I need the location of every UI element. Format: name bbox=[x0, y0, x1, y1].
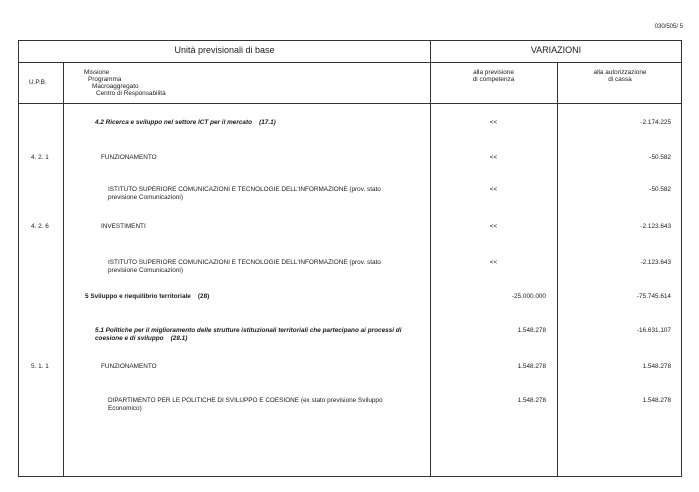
row-description: ISTITUTO SUPERIORE COMUNICAZIONI E TECNOLOGIE DELL'INFORMAZIONE (prov. stato previsione Comunicazioni) bbox=[108, 259, 381, 274]
row-cassa: -50.582 bbox=[649, 186, 671, 193]
row-competenza: 1.548.278 bbox=[517, 327, 546, 334]
row-competenza: << bbox=[489, 186, 498, 193]
header-macroaggregato: Macroaggregato bbox=[92, 83, 139, 90]
row-competenza: << bbox=[489, 119, 498, 126]
header-cassa-line1: alla autorizzazione bbox=[593, 69, 647, 76]
row-competenza: << bbox=[489, 259, 498, 266]
header-divider-top bbox=[19, 62, 681, 63]
header-competenza-line1: alla previsione bbox=[473, 69, 514, 76]
page-number: 030/505/ 5 bbox=[654, 24, 683, 30]
row-description: 5 Sviluppo e riequilibrio territoriale (28) bbox=[85, 293, 210, 300]
row-cassa: -50.582 bbox=[649, 154, 671, 161]
row-cassa: 1.548.278 bbox=[642, 397, 671, 404]
row-upb: 5. 1. 1 bbox=[31, 363, 49, 370]
header-missione: Missione bbox=[84, 69, 110, 76]
row-description: 5.1 Politiche per il miglioramento delle strutture istituzionali territoriali che partecipano ai processi di coesione e di sviluppo (28.1) bbox=[95, 327, 404, 342]
row-competenza: << bbox=[489, 223, 498, 230]
row-cassa: 1.548.278 bbox=[642, 363, 671, 370]
row-description: INVESTIMENTI bbox=[101, 223, 146, 230]
header-programma: Programma bbox=[88, 76, 122, 83]
header-cassa-line2: di cassa bbox=[608, 76, 632, 83]
row-upb: 4. 2. 1 bbox=[31, 154, 49, 161]
row-description: ISTITUTO SUPERIORE COMUNICAZIONI E TECNOLOGIE DELL'INFORMAZIONE (prov. stato previsione Comunicazioni) bbox=[108, 186, 381, 201]
row-cassa: -2.123.643 bbox=[640, 223, 671, 230]
row-cassa: -2.174.225 bbox=[640, 119, 671, 126]
header-upb-label: U.P.B. bbox=[29, 79, 47, 86]
col-divider-upb bbox=[63, 62, 64, 476]
row-description: FUNZIONAMENTO bbox=[101, 363, 157, 370]
row-cassa: -75.745.614 bbox=[636, 293, 671, 300]
row-description: DIPARTIMENTO PER LE POLITICHE DI SVILUPPO E COESIONE (ex stato previsione Sviluppo Economico) bbox=[108, 397, 383, 412]
row-competenza: 1.548.278 bbox=[517, 363, 546, 370]
header-right-title: VARIAZIONI bbox=[530, 45, 582, 55]
row-cassa: -16.631.107 bbox=[636, 327, 671, 334]
row-upb: 4. 2. 6 bbox=[31, 223, 49, 230]
header-left-title: Unità previsionali di base bbox=[174, 45, 275, 55]
header-centro-responsabilita: Centro di Responsabilità bbox=[96, 90, 166, 97]
row-competenza: -25.000.000 bbox=[511, 293, 546, 300]
row-cassa: -2.123.643 bbox=[640, 259, 671, 266]
header-competenza-line2: di competenza bbox=[472, 76, 515, 83]
row-competenza: << bbox=[489, 154, 498, 161]
variations-table bbox=[18, 40, 682, 477]
header-divider-bottom bbox=[19, 103, 681, 104]
row-competenza: 1.548.278 bbox=[517, 397, 546, 404]
row-description: FUNZIONAMENTO bbox=[101, 154, 157, 161]
row-description: 4.2 Ricerca e sviluppo nel settore ICT per il mercato (17.1) bbox=[95, 119, 276, 126]
